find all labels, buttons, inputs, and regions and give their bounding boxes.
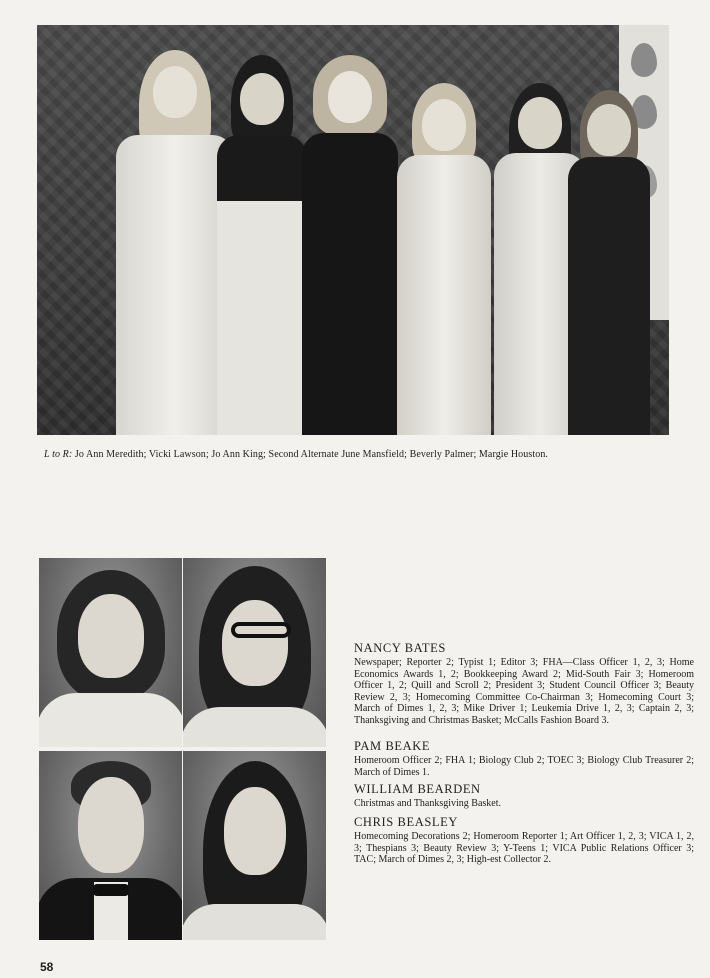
student-activities: Newspaper; Reporter 2; Typist 1; Editor 3; FHA—Class Officer 1, 2, 3; Home Economics Awards 1, 2; Bookkeeping Award 2; Mid-South Fair 3; Homeroom Officer 1, 2; Quill and Scroll 2; President 3; Student Council Officer 3; Beauty Review 2, 3; Homecoming Committee Co-Chairman 3; Homecoming Court 3; March of Dimes 1, 2, 3; Mike Driver 1; Leukemia Drive 1, 2, 3; Captain 2, 3; Thanksgiving and Christmas Basket; McCalls Fashion Board 3. [354,657,694,726]
student-name: CHRIS BEASLEY [354,815,458,829]
bio-entry [354,641,694,727]
drop-decoration-icon [631,43,657,77]
gown [568,157,650,435]
person-figure [389,83,499,435]
student-name: WILLIAM BEARDEN [354,782,481,796]
gown [397,155,491,435]
group-photo [37,25,669,435]
student-activities: Homeroom Officer 2; FHA 1; Biology Club 2; TOEC 3; Biology Club Treasurer 2; March of Dimes 1. [354,755,694,778]
portrait-chris-beasley [183,751,326,940]
gown [217,135,307,435]
bow-tie-icon [93,884,129,896]
bio-entry [354,815,694,866]
person-figure [559,90,659,435]
student-activities: Homecoming Decorations 2; Homeroom Reporter 1; Art Officer 1, 2, 3; VICA 1, 2, 3; Thespians 3; Beauty Review 3; Y-Teens 1; VICA Public Relations Officer 3; TAC; March of Dimes 2, 3; High-est Collector 2. [354,831,694,866]
shoulders [183,904,326,940]
face [224,787,286,875]
portrait-william-bearden [39,751,182,940]
gown [302,133,398,435]
student-activities: Christmas and Thanksgiving Basket. [354,798,502,809]
bio-entry [354,782,694,810]
face [422,99,466,151]
face [518,97,562,149]
face [153,66,197,118]
face [78,594,144,678]
shoulders [39,693,182,747]
student-name: NANCY BATES [354,641,446,655]
face [78,777,144,873]
face [240,73,284,125]
shoulders [183,707,326,747]
face [328,71,372,123]
glasses-icon [231,622,291,638]
photo-caption [44,449,684,460]
student-name: PAM BEAKE [354,739,431,753]
portrait-nancy-bates [39,558,182,747]
caption-names: Jo Ann Meredith; Vicki Lawson; Jo Ann King; Second Alternate June Mansfield; Beverly Palmer; Margie Houston. [74,449,549,460]
caption-prefix: L to R: [44,449,73,460]
face [222,600,288,686]
face [587,104,631,156]
page-number: 58 [40,960,54,974]
bio-entry [354,739,694,778]
portrait-pam-beake [183,558,326,747]
